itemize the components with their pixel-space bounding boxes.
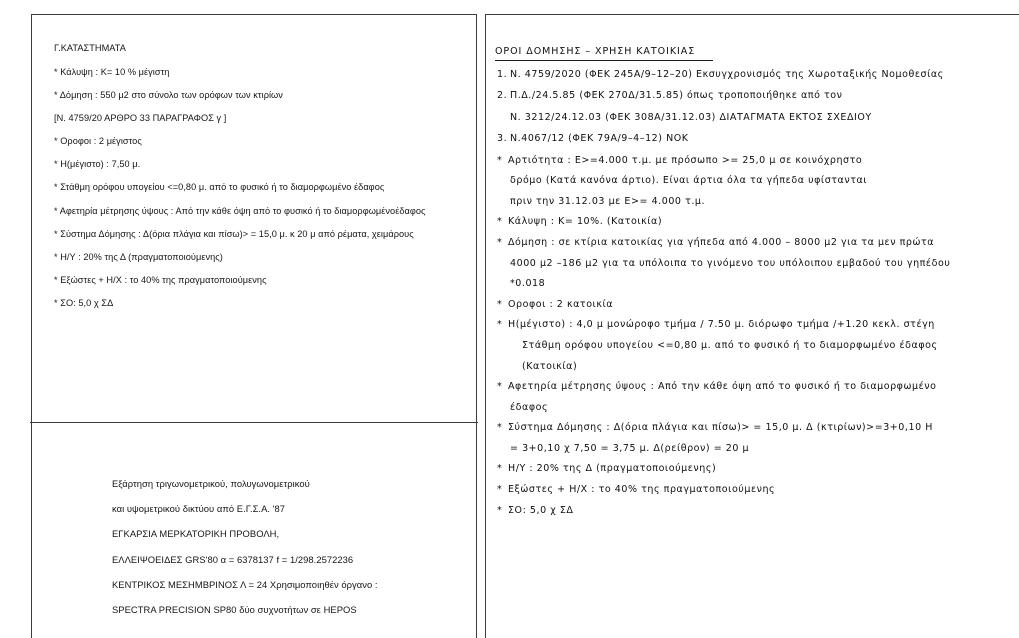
- asterisk-bullet-icon: *: [497, 463, 503, 475]
- building-term-text: Αφετηρία μέτρησης ύψους : Από την κάθε όψη από το φυσικό ή το διαμορφωμένο: [508, 381, 937, 393]
- left-panel-top-block: [32, 15, 476, 321]
- left-note-line: * Η/Υ : 20% της Δ (πραγματοποιούμενης): [54, 251, 223, 262]
- building-term-text: Σύστημα Δόμησης : Δ(όρια πλάγια και πίσω)> = 15,0 μ. Δ (κτιρίων)>=3+0,10 Η: [508, 422, 933, 434]
- asterisk-bullet-icon: *: [497, 216, 503, 228]
- building-term-continuation: 4000 μ2 –186 μ2 για τα υπόλοιπα το γινόμενο του υπόλοιπου εμβαδού του γηπέδου: [510, 257, 951, 269]
- survey-note-line: ΕΓΚΑΡΣΙΑ ΜΕΡΚΑΤΟΡΙΚΗ ΠΡΟΒΟΛΗ,: [112, 528, 280, 540]
- building-term-continuation: Στάθμη ορόφου υπογείου <=0,80 μ. από το φυσικό ή το διαμορφωμένο έδαφος: [522, 339, 938, 351]
- asterisk-bullet-icon: *: [497, 422, 503, 434]
- asterisk-bullet-icon: *: [497, 504, 503, 516]
- building-term: [495, 422, 1017, 433]
- survey-note-line: ΕΛΛΕΙΨΟΕΙΔΕΣ GRS'80 α = 6378137 f = 1/298.2572236: [112, 553, 354, 565]
- building-term: [495, 155, 1017, 166]
- left-note-line: [Ν. 4759/20 ΑΡΘΡΟ 33 ΠΑΡΑΓΡΑΦΟΣ γ ]: [54, 113, 227, 124]
- building-term-continuation: (Κατοικία): [522, 360, 578, 372]
- legislation-item-number: 2.: [497, 90, 508, 102]
- left-note-line: * Δόμηση : 550 μ2 στο σύνολο των ορόφων των κτιρίων: [54, 90, 283, 101]
- building-terms-list: [495, 155, 1017, 516]
- building-term-continuation: *0.018: [510, 278, 546, 290]
- building-term-text: Η/Υ : 20% της Δ (πραγματοποιούμενης): [508, 463, 717, 475]
- legislation-item-text: Ν.4067/12 (ΦΕΚ 79Α/9–4–12) ΝΟΚ: [510, 133, 689, 145]
- building-term: [495, 505, 1017, 516]
- building-term: [495, 484, 1017, 495]
- left-panel-horizontal-divider: [30, 422, 477, 423]
- left-note-line: * ΣΟ: 5,0 χ ΣΔ: [54, 297, 114, 308]
- building-term: [495, 381, 1017, 392]
- building-term-text: ΣΟ: 5,0 χ ΣΔ: [508, 504, 574, 516]
- legislation-item-number: 1.: [497, 69, 508, 80]
- left-note-line: * Η(μέγιστο) : 7,50 μ.: [54, 159, 141, 170]
- survey-note-line: SPECTRA PRECISION SP80 δύο συχνοτήτων σε HEPOS: [112, 603, 357, 615]
- building-term-continuation: πριν την 31.12.03 με Ε>= 4.000 τ.μ.: [510, 195, 706, 207]
- asterisk-bullet-icon: *: [497, 236, 503, 248]
- building-term-continuation: δρόμο (Κατά κανόνα άρτιο). Είναι άρτια όλα τα γήπεδα υφίστανται: [510, 175, 868, 187]
- building-term-text: Κάλυψη : Κ= 10%. (Κατοικία): [508, 216, 663, 228]
- left-note-line: * Αφετηρία μέτρησης ύψους : Από την κάθε όψη από το φυσικό ή το διαμορφωμένοέδαφος: [54, 205, 426, 216]
- survey-note-line: και υψομετρικού δικτύου από Ε.Γ.Σ.Α. '87: [112, 503, 286, 515]
- asterisk-bullet-icon: *: [497, 484, 503, 496]
- building-term-continuation: = 3+0,10 χ 7,50 = 3,75 μ. Δ(ρείθρον) = 20 μ: [510, 442, 750, 454]
- left-panel: [31, 14, 477, 638]
- building-term: [495, 319, 1017, 330]
- building-term: [495, 216, 1017, 227]
- legislation-item-text: Ν. 4759/2020 (ΦΕΚ 245Α/9–12–20) Εκσυγχρονισμός της Χωροταξικής Νομοθεσίας: [510, 69, 944, 80]
- building-term-text: Η(μέγιστο) : 4,0 μ μονώροφο τμήμα / 7.50 μ. διόρωφο τμήμα /+1.20 κεκλ. στέγη: [508, 319, 935, 331]
- building-term-text: Οροφοι : 2 κατοικία: [508, 298, 614, 310]
- legislation-item-text: Ν. 3212/24.12.03 (ΦΕΚ 308Α/31.12.03) ΔΙΑΤΑΓΜΑΤΑ ΕΚΤΟΣ ΣΧΕΔΙΟΥ: [510, 111, 872, 123]
- left-note-line: * Σύστημα Δόμησης : Δ(όρια πλάγια και πίσω)> = 15,0 μ. κ 20 μ από ρέματα, χειμάρους: [54, 228, 414, 239]
- survey-note-line: Εξάρτηση τριγωνομετρικού, πολυγωνομετρικού: [112, 478, 310, 489]
- asterisk-bullet-icon: *: [497, 154, 503, 166]
- building-term-text: Αρτιότητα : Ε>=4.000 τ.μ. με πρόσωπο >= 25,0 μ σε κοινόχρηστο: [508, 154, 863, 166]
- left-note-line: * Εξώστες + Η/Χ : το 40% της πραγματοποιούμενης: [54, 274, 267, 285]
- building-term-text: Δόμηση : σε κτίρια κατοικίας για γήπεδα από 4.000 – 8000 μ2 για τα μεν πρώτα: [508, 236, 935, 248]
- asterisk-bullet-icon: *: [497, 319, 503, 331]
- survey-note-line: ΚΕΝΤΡΙΚΟΣ ΜΕΣΗΜΒΡΙΝΟΣ Λ = 24 Χρησιμοποιηθέν όργανο :: [112, 578, 378, 590]
- left-note-line: * Στάθμη ορόφου υπογείου <=0,80 μ. από το φυσικό ή το διαμορφωμένο έδαφος: [54, 182, 385, 193]
- left-panel-bottom-block: [32, 424, 476, 630]
- right-panel-content: [486, 15, 1019, 516]
- legislation-item-continuation: [495, 112, 1017, 123]
- building-term-continuation: έδαφος: [510, 401, 549, 413]
- building-term: [495, 237, 1017, 248]
- asterisk-bullet-icon: *: [497, 381, 503, 393]
- building-term: [495, 299, 1017, 310]
- left-block-heading: Γ.ΚΑΤΑΣΤΗΜΑΤΑ: [54, 43, 126, 53]
- building-term-text: Εξώστες + Η/Χ : το 40% της πραγματοποιούμενης: [508, 484, 776, 496]
- legislation-list: [495, 69, 1017, 144]
- right-panel-title: ΟΡΟΙ ΔΟΜΗΣΗΣ – ΧΡΗΣΗ ΚΑΤΟΙΚΙΑΣ: [495, 46, 713, 61]
- legislation-item: [495, 90, 1017, 101]
- building-term: [495, 463, 1017, 474]
- legislation-item: [495, 133, 1017, 144]
- right-panel: [485, 14, 1019, 638]
- left-note-line: * Οροφοι : 2 μέγιστος: [54, 136, 142, 147]
- legislation-item: [495, 69, 1017, 80]
- asterisk-bullet-icon: *: [497, 298, 503, 310]
- left-note-line: * Κάλυψη : Κ= 10 % μέγιστη: [54, 67, 170, 77]
- legislation-item-text: Π.Δ./24.5.85 (ΦΕΚ 270Δ/31.5.85) όπως τροποποιήθηκε από τον: [510, 90, 843, 102]
- legislation-item-number: 3.: [497, 133, 508, 145]
